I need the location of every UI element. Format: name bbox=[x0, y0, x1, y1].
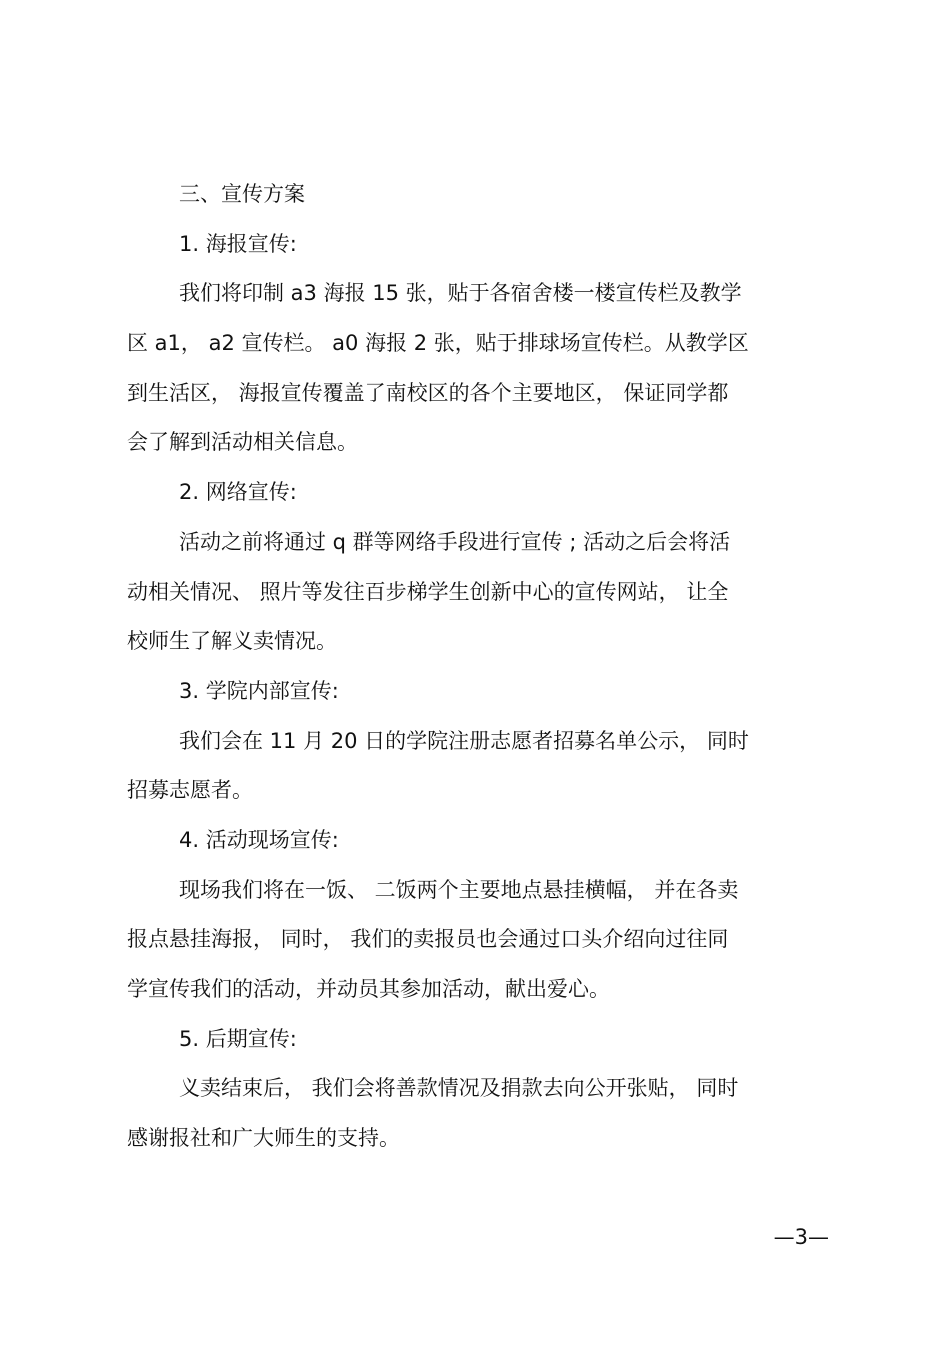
paragraph-line: 我们将印制 a3 海报 15 张，贴于各宿舍楼一楼宣传栏及教学 bbox=[179, 281, 742, 306]
paragraph-line: 义卖结束后， 我们会将善款情况及捐款去向公开张贴， 同时 bbox=[179, 1076, 739, 1101]
paragraph-line: 招募志愿者。 bbox=[127, 778, 253, 803]
subheading-poster: 1. 海报宣传: bbox=[179, 231, 297, 256]
paragraph-line: 现场我们将在一饭、 二饭两个主要地点悬挂横幅， 并在各卖 bbox=[179, 877, 739, 902]
paragraph-line: 我们会在 11 月 20 日的学院注册志愿者招募名单公示， 同时 bbox=[179, 728, 749, 753]
subheading-network: 2. 网络宣传: bbox=[179, 480, 297, 505]
paragraph-line: 校师生了解义卖情况。 bbox=[127, 629, 337, 654]
subheading-onsite: 4. 活动现场宣传: bbox=[179, 827, 339, 852]
subheading-college: 3. 学院内部宣传: bbox=[179, 678, 339, 703]
paragraph-line: 动相关情况、 照片等发往百步梯学生创新中心的宣传网站， 让全 bbox=[127, 579, 729, 604]
paragraph-line: 报点悬挂海报， 同时， 我们的卖报员也会通过口头介绍向过往同 bbox=[127, 927, 729, 952]
paragraph-line: 到生活区， 海报宣传覆盖了南校区的各个主要地区， 保证同学都 bbox=[127, 380, 729, 405]
document-body bbox=[127, 170, 832, 1164]
paragraph-line: 会了解到活动相关信息。 bbox=[127, 430, 358, 455]
section-heading: 三、宣传方案 bbox=[179, 182, 305, 206]
paragraph-line: 感谢报社和广大师生的支持。 bbox=[127, 1126, 400, 1151]
subheading-later: 5. 后期宣传: bbox=[179, 1026, 297, 1051]
paragraph-line: 区 a1， a2 宣传栏。 a0 海报 2 张，贴于排球场宣传栏。从教学区 bbox=[127, 331, 749, 356]
paragraph-line: 学宣传我们的活动，并动员其参加活动，献出爱心。 bbox=[127, 977, 610, 1001]
paragraph-line: 活动之前将通过 q 群等网络手段进行宣传 ; 活动之后会将活 bbox=[179, 529, 731, 554]
page-number: —3— bbox=[773, 1225, 829, 1249]
